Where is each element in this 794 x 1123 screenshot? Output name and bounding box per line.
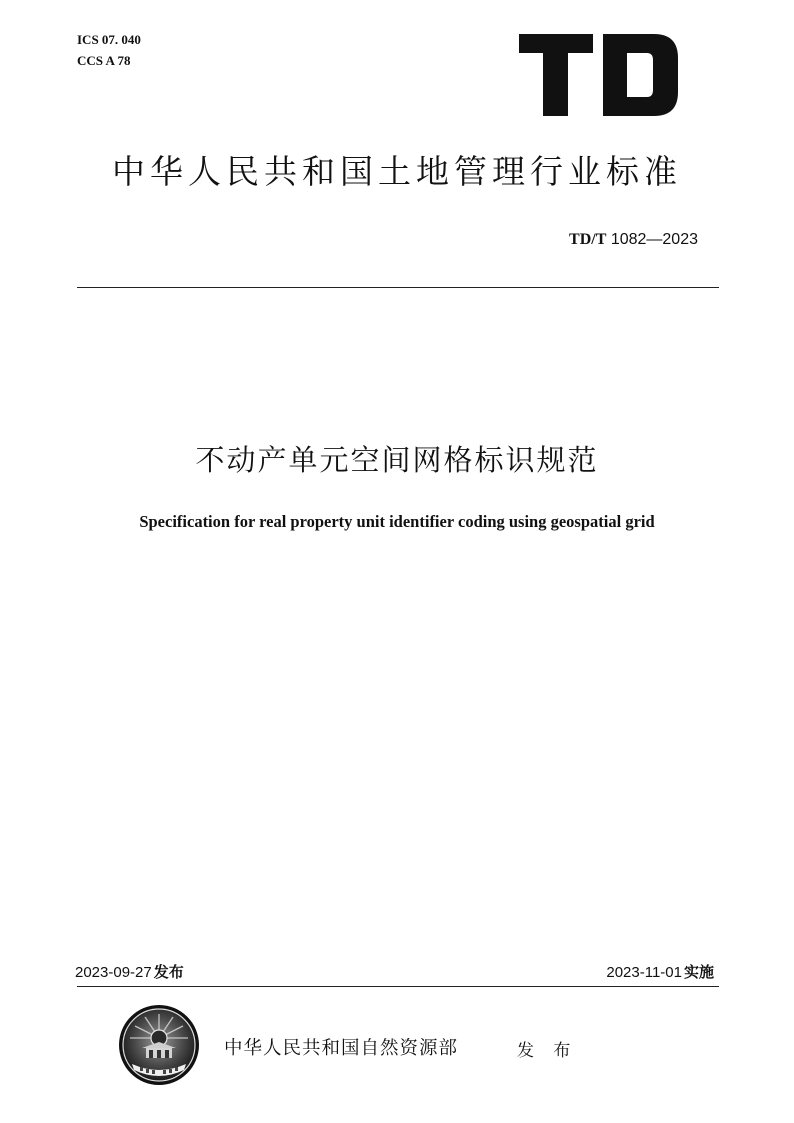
document-title-en: Specification for real property unit identifier coding using geospatial grid (139, 512, 655, 531)
publish-label: 发 布 (517, 1041, 578, 1061)
td-logo (519, 34, 678, 116)
bottom-divider (77, 986, 719, 987)
implementation-date-line (606, 962, 714, 983)
implementation-label: 实施 (683, 963, 714, 981)
ics-code: ICS 07. 040 (77, 32, 141, 47)
implementation-date: 2023-11-01 (606, 964, 682, 981)
document-title-cn: 不动产单元空间网格标识规范 (195, 443, 599, 477)
td-logo-graphic (519, 34, 678, 116)
standard-title: 中华人民共和国土地管理行业标准 (112, 152, 682, 191)
issue-date: 2023-09-27 (75, 964, 152, 981)
ministry-seal-emblem (118, 1004, 200, 1086)
issue-date-line (75, 962, 184, 983)
publisher-name: 中华人民共和国自然资源部 (224, 1038, 459, 1059)
standard-number-value: 1082—2023 (610, 231, 698, 248)
standard-number (569, 230, 698, 250)
top-divider (77, 287, 719, 288)
ccs-code: CCS A 78 (77, 53, 131, 68)
seal-emblem-icon (118, 1004, 200, 1086)
issue-label: 发布 (153, 963, 184, 981)
standard-number-prefix: TD/T (569, 231, 607, 248)
